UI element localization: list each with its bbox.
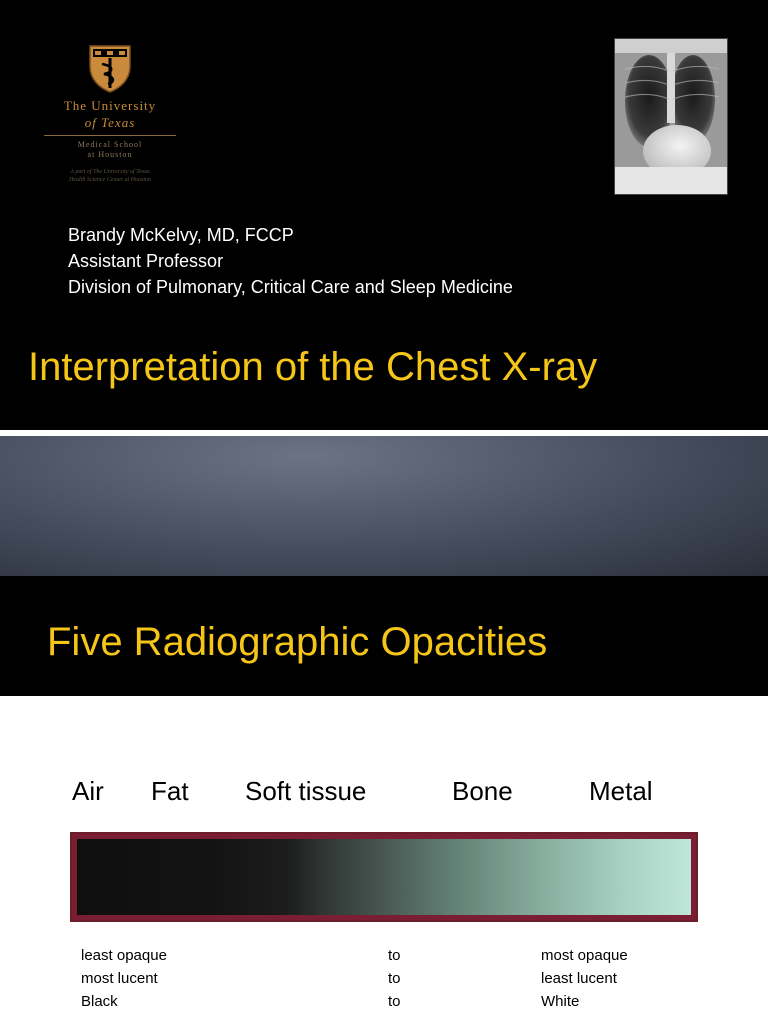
logo-line-texas: of Texas [84,115,136,130]
scale-row-1-middle: to [388,947,401,964]
scale-row-3-right: White [541,993,580,1010]
chest-xray-image [614,38,728,195]
scale-row-1-left: least opaque [81,947,167,964]
logo-line-hsc: Health Science Center at Houston [69,177,151,183]
scale-row-3-left: Black [81,993,118,1010]
opacity-gradient-strip [70,832,698,922]
logo-line-medical-school: Medical School [77,140,143,149]
category-bone: Bone [452,776,513,806]
logo-line-houston: at Houston [87,150,133,159]
shield-icon [84,42,136,94]
scale-row-1-right: most opaque [541,947,628,964]
scale-row-2-right: least lucent [541,970,617,987]
category-air: Air [72,776,104,806]
slide-title: Interpretation of the Chest X-ray [28,345,598,389]
opacity-gradient-fill [77,839,691,915]
category-fat: Fat [151,776,189,806]
logo-line-part-of: A part of The University of Texas [70,169,150,175]
author-division: Division of Pulmonary, Critical Care and Sleep Medicine [68,277,513,297]
opacity-scale-slide [0,702,768,1024]
author-block [68,222,513,300]
scale-row-2-left: most lucent [81,970,158,987]
section-title: Five Radiographic Opacities [47,620,548,664]
author-position: Assistant Professor [68,251,224,271]
scale-row-3-middle: to [388,993,401,1010]
blank-slide [0,436,768,576]
category-soft-tissue: Soft tissue [245,776,367,806]
author-name: Brandy McKelvy, MD, FCCP [68,225,294,245]
scale-row-2-middle: to [388,970,401,987]
title-slide [0,0,768,430]
logo-divider [44,135,176,136]
category-metal: Metal [589,776,653,806]
section-title-slide [0,576,768,696]
university-logo [40,42,180,192]
logo-line-university: The University [63,98,157,113]
